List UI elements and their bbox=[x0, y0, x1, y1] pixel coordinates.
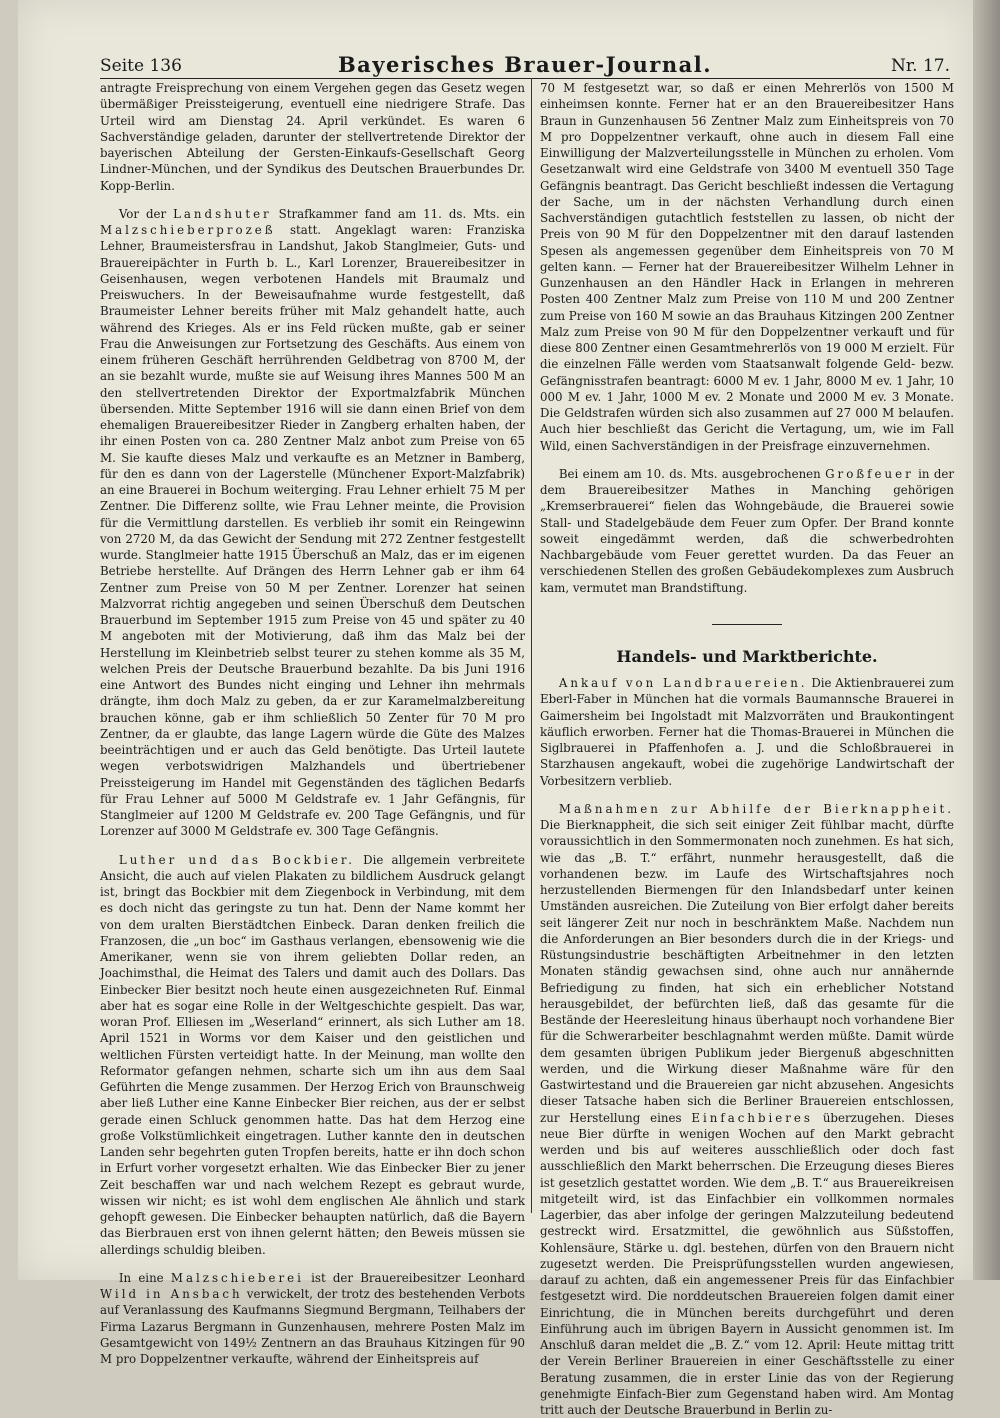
section-heading: Handels- und Marktberichte. bbox=[616, 646, 878, 666]
article-bierknappheit bbox=[540, 801, 954, 1418]
article-lead: Bei einem am 10. ds. Mts. ausgebrochenen bbox=[558, 466, 821, 481]
article-keyword: Malzschieberprozeß bbox=[100, 223, 276, 237]
article-lead: In eine bbox=[118, 1270, 164, 1285]
article-keyword: Malzschieberei bbox=[170, 1270, 304, 1285]
page-header bbox=[100, 52, 950, 80]
spaced-keyword: Einfachbieres bbox=[691, 1110, 813, 1125]
column-divider bbox=[531, 78, 532, 1213]
article-body: in der dem Brauereibesitzer Mathes in Manching gehörigen „Kremserbrauerei“ fielen das Wohngebäude, die Brauerei sowie Stall- und Stadelgebäude dem Feuer zum Opfer. Der Brand konnte soweit eingedämmt werden, daß die schwerbedrohten Nachbargebäude vom Feuer gerettet wurden. Da das Feuer an verschiedenen Stellen des großen Gebäudekomplexes zum Ausbruch kam, vermutet man Brandstiftung. bbox=[540, 466, 955, 595]
issue-number: Nr. 17. bbox=[891, 56, 950, 76]
article-malzschieberei bbox=[100, 1270, 525, 1368]
article-body: Die allgemein verbreitete Ansicht, die auch auf vielen Plakaten zu bildlichem Ausdruck gelangt ist, bringt das Bockbier mit dem Ziegenbock in Verbindung, mit dem es doch nicht das geringste zu tun hat. Denn der Name kommt her von dem uralten Bierstädtchen Einbeck. Daran denken freilich die Franzosen, die „un boc“ im Gasthaus verlangen, ebensowenig wie die Amerikaner, wenn sie von ihrem geliebten Dollar reden, an Joachimsthal, die Heimat des Talers und damit auch des Dollars. Das Einbecker Bier besitzt noch heute einen ausgezeichneten Ruf. Einmal aber hat es sogar eine Rolle in der Weltgeschichte gespielt. Das war, woran Prof. Elliesen im „Weserland“ erinnert, als sich Luther am 18. April 1521 in Worms vor dem Kaiser und den geistlichen und weltlichen Fürsten verteidigt hatte. In der Meinung, man wollte den Reformator gefangen nehmen, scharte sich um ihn aus dem Saal Geführten die Menge zusammen. Der Herzog Erich von Braunschweig aber ließ Luther eine Kanne Einbecker Bier reichen, aus der er selbst gerade einen Schluck genommen hatte. Das hat dem Herzog eine große Volkstümlichkeit eingetragen. Luther kannte den in deutschen Landen sehr begehrten guten Tropfen bereits, hatte er ihn doch schon in Erfurt vorher vorgesetzt erhalten. Wie das Einbecker Bier zu jener Zeit beschaffen war und nach welchem Rezept es gebraut wurde, wissen wir nicht; es ist wohl dem englischen Ale ähnlich und stark gehopft gewesen. Die Einbecker behaupten natürlich, daß die Bayern das Bierbrauen erst von ihnen gelernt hätten; den Beweis müssen sie allerdings schuldig bleiben. bbox=[100, 852, 526, 1257]
article-body: verwickelt, der trotz des bestehenden Verbots auf Veranlassung des Kaufmanns Siegmund Bergmann, Teilhabers der Firma Lazarus Bergmann in Gunzenhausen, mehrere Posten Malz im Gesamtgewicht von 149½ Zentnern an das Brauhaus Kitzingen für 90 M pro Doppelzentner verkaufte, während der Einheitspreis auf bbox=[100, 1287, 525, 1366]
article-keyword: Großfeuer bbox=[825, 466, 914, 481]
left-column bbox=[100, 80, 526, 1366]
article-text: Strafkammer fand am 11. ds. Mts. ein bbox=[278, 206, 525, 221]
section-rule bbox=[712, 624, 782, 625]
journal-title: Bayerisches Brauer-Journal. bbox=[337, 52, 713, 77]
article-malzschieberprozess bbox=[100, 206, 525, 840]
article-continuation: 70 M festgesetzt war, so daß er einen Mehrerlös von 1500 M einheimsen konnte. Ferner hat er an den Brauereibesitzer Hans Braun in Gunzenhausen 56 Zentner Malz zum Einheitspreis von 70 M pro Doppelzentner verkauft, ohne auch in diesem Fall eine Einwilligung der Malzverteilungsstelle in München zu erholen. Vom Gesetzanwalt wird eine Geldstrafe von 3400 M eventuell 350 Tage Gefängnis beantragt. Das Gericht beschließt indessen die Vertagung der Sache, um in der nächsten Verhandlung durch einen Sachverständigen gutachtlich feststellen zu lassen, ob nicht der Preis von 90 M für den Doppelzentner mit den darauf lastenden Spesen als angemessen gegenüber dem Einheitspreis von 70 M gelten kann. — Ferner hat der Brauereibesitzer Wilhelm Lehner in Gunzenhausen an den Händler Hack in Erlangen in mehreren Posten 400 Zentner Malz zum Preise von 110 M und 200 Zentner zum Preise von 160 M sowie an das Brauhaus Kitzingen 200 Zentner Malz zum Preise von 90 M für den Doppelzentner verkauft und für diese 800 Zentner einen Gesamtmehrerlös von 19 000 M erzielt. Für die einzelnen Fälle werden vom Staatsanwalt folgende Geld- bezw. Gefängnisstrafen beantragt: 6000 M ev. 1 Jahr, 8000 M ev. 1 Jahr, 10 000 M ev. 1 Jahr, 1000 M ev. 2 Monate und 2000 M ev. 3 Monate. Die Geldstrafen würden sich also zusammen auf 27 000 M belaufen. Auch hier beschließt das Gericht die Vertagung, um, wie im Fall Wild, einen Sachverständigen in der Preisfrage einzuvernehmen. bbox=[540, 81, 954, 453]
spaced-keyword: Wild in Ansbach bbox=[100, 1287, 243, 1301]
article-luther-bockbier bbox=[100, 852, 525, 1258]
article-lead: Vor der bbox=[118, 206, 167, 221]
article-continuation: antragte Freisprechung von einem Vergehen gegen das Gesetz wegen übermäßiger Preissteigerung, eventuell eine niedrigere Strafe. Das Urteil wird am Dienstag 24. April verkündet. Es waren 6 Sachverständige geladen, darunter der stellvertretende Direktor der bayerischen Abteilung der Gersten-Einkaufs-Gesellschaft Georg Lindner-München, und der Syndikus des Deutschen Brauerbundes Dr. Kopp-Berlin. bbox=[100, 81, 525, 193]
article-keyword: Luther und das Bockbier. bbox=[118, 852, 356, 867]
page-number: Seite 136 bbox=[100, 56, 182, 76]
article-body: überzugehen. Dieses neue Bier dürfte in wenigen Wochen auf den Markt gebracht werden und bis auf weiteres ausschließlich oder doch fast ausschließlich den Markt beherrschen. Die Erzeugung dieses Bieres ist gesetzlich gestattet worden. Wie dem „B. T.“ aus Brauereikreisen mitgeteilt wird, ist das Einfachbier ein vollkommen normales Lagerbier, das aber infolge der geringen Malzzuteilung bedeutend gestreckt wird. Ersatzmittel, die gewöhnlich aus Süßstoffen, Kohlensäure, Stärke u. dgl. bestehen, dürfen von den Brauern nicht zugesetzt werden. Die Preisprüfungsstellen wurden angewiesen, darauf zu achten, daß ein angemessener Preis für das Einfachbier festgesetzt wird. Die norddeutschen Brauereien folgen damit einer Einrichtung, die in München bereits durchgeführt und deren Einführung auch im übrigen Bayern in Aussicht genommen ist. Im Anschluß daran meldet die „B. Z.“ vom 12. April: Heute mittag tritt der Verein Berliner Brauereien in einer Geschäftsstelle zu einer Beratung zusammen, die in erster Linie das von der Regierung genehmigte Einfach-Bier zum Gegenstand haben wird. Am Montag tritt auch der Deutsche Brauerbund in Berlin zu- bbox=[540, 1110, 955, 1417]
spaced-keyword: Landshuter bbox=[173, 206, 272, 221]
article-body: Die Bierknappheit, die sich seit einiger Zeit fühlbar macht, dürfte voraussichtlich in den Sommermonaten noch zunehmen. Es hat sich, wie das „B. T.“ erfährt, nunmehr herausgestellt, daß die vorhandenen bezw. im Laufe des Wirtschaftsjahres noch herzustellenden Biermengen für den Inlandsbedarf unter keinen Umständen ausreichen. Die Zuteilung von Bier erfolgt daher bereits seit längerer Zeit nur noch in beschränktem Maße. Nachdem nun die Anforderungen an Bier besonders durch die in der Kriegs- und Rüstungsindustrie beschäftigten Arbeitnehmer in den letzten Monaten ständig gewachsen sind, ohne auch nur annähernde Befriedigung zu finden, hat sich ein erheblicher Notstand herausgebildet, der befürchten ließ, daß das gesamte für die Bestände der Heeresleitung hinaus überhaupt noch vorhandene Bier für die Schwerarbeiter beschlagnahmt werden müßte. Damit würde dem gesamten übrigen Publikum jeder Biergenuß abgeschnitten werden, und die Wirkung dieser Maßnahme wäre für den Gastwirtestand und die Brauereien gar nicht abzusehen. Angesichts dieser Tatsache haben sich die Berliner Brauereien entschlossen, zur Herstellung eines bbox=[540, 818, 954, 1125]
article-text: ist der Brauereibesitzer Leonhard bbox=[311, 1270, 526, 1285]
scan-edge bbox=[973, 0, 1000, 1280]
header-rule bbox=[100, 78, 950, 79]
article-body: Die Aktienbrauerei zum Eberl-Faber in München hat die vormals Baumannsche Brauerei in Gaimersheim bei Ingolstadt mit Malzvorräten und Braukontingent käuflich erworben. Ferner hat die Thomas-Brauerei in München die Siglbrauerei in Pfaffenhofen a. J. und die Schloßbrauerei in Starzhausen angekauft, wobei die zugehörige Landwirtschaft der Vorbesitzern verblieb. bbox=[540, 676, 955, 788]
article-keyword: Ankauf von Landbrauereien. bbox=[558, 676, 808, 690]
article-keyword: Maßnahmen zur Abhilfe der Bierknappheit. bbox=[558, 801, 954, 816]
article-ankauf bbox=[540, 675, 954, 789]
article-grossfeuer bbox=[540, 466, 954, 596]
right-column bbox=[540, 80, 955, 1417]
article-body: statt. Angeklagt waren: Franziska Lehner, Braumeistersfrau in Landshut, Jakob Stanglmeier, Guts- und Brauereipächter in Furth b. L., Karl Lorenzer, Brauereibesitzer in Geisenhausen, wegen verbotenen Handels mit Braumalz und Preiswuchers. In der Beweisaufnahme wurde festgestellt, daß Braumeister Lehner bereits früher mit Malz gehandelt hatte, auch während des Krieges. Als er ins Feld rücken mußte, gab er seiner Frau die Anweisungen zur Fortsetzung des Geschäfts. Aus einem von einem früheren Geschäft herrührenden Geldbetrag von 8700 M, der an sie bezahlt wurde, mußte sie auf Weisung ihres Mannes 500 M an den stellvertretenden Direktor der Exportmalzfabrik München übersenden. Mitte September 1916 will sie dann einen Brief von dem ehemaligen Brauereibesitzer Rieder in Zangberg erhalten haben, der ihr einen Posten von ca. 280 Zentner Malz anbot zum Preise von 65 M. Sie kaufte dieses Malz und verkaufte es an Metzner in Bamberg, für den es dann von der Lagerstelle (Münchener Export-Malzfabrik) an eine Brauerei in Bochum weiterging. Frau Lehner erhielt 75 M per Zentner. Die Differenz sollte, wie Frau Lehner meinte, die Provision für die Vermittlung darstellen. Es verblieb ihr somit ein Reingewinn von 2720 M, da das Gewicht der Sendung mit 272 Zentner festgestellt wurde. Stanglmeier hatte 1915 Überschuß an Malz, das er im eigenen Betriebe herstellte. Auf Drängen des Herrn Lehner gab er ihm 64 Zentner zum Preise von 50 M per Zentner. Lorenzer hat seinen Malzvorrat richtig angegeben und seinen Überschuß dem Deutschen Brauerbund im September 1915 zum Preise von 45 und später zu 40 M angeboten mit der Motivierung, daß ihm das Malz bei der Herstellung im Kleinbetrieb selbst teurer zu stehen komme als 35 M, welchen Preis der Deutsche Brauerbund bezahlte. Da bis Juni 1916 eine Antwort des Bundes nicht einging und Lehner ihn mehrmals drängte, ihm doch Malz zu geben, da er zur Karamelmalzbereitung brauchen könne, gab er ihm schließlich 50 Zenter für 70 M pro Zentner, da er glaubte, das lange Lagern würde die Güte des Malzes beeinträchtigen und er auch das Geld benötigte. Das Urteil lautete wegen verbotswidrigen Malzhandels und übertriebener Preissteigerung im Handel mit Gegenständen des täglichen Bedarfs für Frau Lehner auf 5000 M Geldstrafe ev. 1 Jahr Gefängnis, für Stanglmeier auf 1200 M Geldstrafe ev. 200 Tage Gefängnis, und für Lorenzer auf 3000 M Geldstrafe ev. 300 Tage Gefängnis. bbox=[100, 223, 525, 839]
